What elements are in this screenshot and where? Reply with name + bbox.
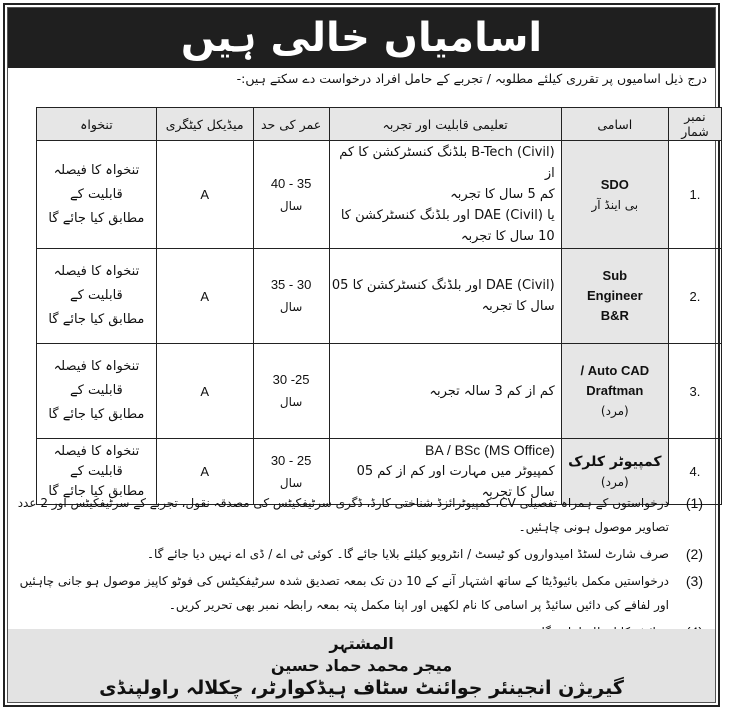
col-header-pay: تنخواہ: [37, 108, 157, 141]
cell-age: [253, 249, 329, 344]
advertiser-name: میجر محمد حماد حسین: [270, 656, 453, 675]
cell-sno: .4: [668, 439, 721, 505]
qualification-line: DAE (Civil) اور بلڈنگ کنسٹرکشن کا 05 سال کا تجربہ: [331, 278, 555, 314]
post-title: Engineer: [587, 288, 643, 303]
age-unit: سال: [279, 300, 303, 314]
age-unit: سال: [279, 198, 303, 213]
cell-post: [561, 344, 668, 439]
age-unit: سال: [279, 395, 303, 409]
page-title: اسامیاں خالی ہیں: [180, 15, 543, 61]
table-row: [37, 141, 722, 249]
pay-line: تنخواہ کا فیصلہ قابلیت کے: [53, 264, 140, 303]
col-header-post: اسامی: [561, 108, 668, 141]
col-header-age: عمر کی حد: [253, 108, 329, 141]
note-item: [16, 542, 707, 566]
note-text: درخواستوں کے ہمراہ تفصیلی CV، کمپیوٹرائزڈ شناختی کارڈ، ڈگری سرٹیفکیٹس کی مصدقہ نقول، تجربے کے سرٹیفکیٹس اور 2 عدد تصاویر موصول ہونی چاہئیں۔: [17, 496, 669, 534]
table-row: [37, 249, 722, 344]
note-text: درخواستیں مکمل بائیوڈیٹا کے ساتھ اشتہار آنے کے 10 دن تک بمعہ تصدیق شدہ سرٹیفکیٹس کی فوٹو کاپیز موصول ہو جانی چاہئیں اور لفافے کی دائیں سائیڈ پر اسامی کا نام لکھیں اور اپنا مکمل پتہ بمعہ رابطہ نمبر بھی تحریر کریں۔: [19, 574, 669, 612]
header-band: [8, 8, 715, 68]
post-title: SDO: [600, 176, 629, 192]
advertiser-office: گیریژن انجینئر جوائنٹ سٹاف ہیڈکوارٹر، چکلالہ راولپنڈی: [99, 677, 624, 699]
cell-qualification: [329, 249, 561, 344]
pay-line: تنخواہ کا فیصلہ قابلیت کے: [53, 443, 140, 479]
pay-line: مطابق کیا جائے گا: [48, 210, 145, 226]
post-title: کمپیوٹر کلرک: [568, 453, 662, 470]
cell-medical: A: [156, 141, 253, 249]
intro-text: درج ذیل اسامیوں پر تقرری کیلئے مطلوبہ / تجربے کے حامل افراد درخواست دے سکتے ہیں:-: [236, 71, 707, 86]
age-range: 25 - 30: [270, 452, 312, 468]
cell-age: [253, 141, 329, 249]
vacancies-table: [36, 107, 722, 505]
post-subtitle: بی اینڈ آر: [591, 197, 639, 212]
qualification-line: کم 5 سال کا تجربہ: [450, 187, 555, 202]
cell-sno: .2: [668, 249, 721, 344]
advertiser-label: المشتہر: [329, 634, 394, 653]
table-row: [37, 344, 722, 439]
table-header-row: [37, 108, 722, 141]
cell-pay: [37, 141, 157, 249]
post-title: Draftman: [586, 383, 644, 398]
advertiser-footer: [8, 629, 715, 702]
cell-qualification: [329, 344, 561, 439]
cell-sno: .3: [668, 344, 721, 439]
cell-post: [561, 249, 668, 344]
note-number: (1): [685, 495, 703, 511]
cell-post: [561, 141, 668, 249]
age-range: 25- 30: [272, 372, 310, 387]
advertisement-frame: [3, 3, 720, 707]
post-title: B&R: [600, 308, 629, 323]
cell-medical: A: [156, 439, 253, 505]
qualification-line: یا (Civil) DAE اور بلڈنگ کنسٹرکشن کا 10 سال کا تجربہ: [340, 208, 555, 244]
qualification-line: B-Tech (Civil) بلڈنگ کنسٹرکشن کا کم از: [339, 145, 555, 181]
post-title: Auto CAD /: [580, 363, 650, 378]
note-text: صرف شارٹ لسٹڈ امیدواروں کو ٹیسٹ / انٹرویو کیلئے بلایا جائے گا۔ کوئی ٹی اے / ڈی اے نہیں دیا جائے گا۔: [146, 547, 669, 561]
pay-line: تنخواہ کا فیصلہ قابلیت کے: [53, 359, 140, 398]
cell-age: [253, 344, 329, 439]
notes-list: [16, 491, 707, 647]
cell-pay: [37, 249, 157, 344]
pay-line: مطابق کیا جائے گا: [48, 483, 145, 499]
pay-line: مطابق کیا جائے گا: [48, 312, 145, 327]
note-item: [16, 569, 707, 617]
note-number: (3): [685, 573, 703, 589]
pay-line: مطابق کیا جائے گا: [48, 407, 145, 422]
col-header-medical: میڈیکل کیٹگری: [156, 108, 253, 141]
post-gender: (مرد): [600, 404, 629, 418]
cell-medical: A: [156, 344, 253, 439]
age-unit: سال: [279, 475, 303, 490]
col-header-qualification: تعلیمی قابلیت اور تجربہ: [329, 108, 561, 141]
cell-pay: [37, 344, 157, 439]
post-title: Sub: [602, 268, 628, 283]
note-item: [16, 491, 707, 539]
advertisement-inner-border: [7, 7, 716, 703]
age-range: 35 - 40: [270, 175, 312, 191]
qualification-line: BA / BSc (MS Office): [425, 442, 555, 458]
qualification-line: کم از کم 3 سالہ تجربہ: [429, 383, 555, 399]
cell-sno: .1: [668, 141, 721, 249]
note-number: (2): [685, 546, 703, 562]
pay-line: تنخواہ کا فیصلہ قابلیت کے: [53, 162, 140, 202]
qualification-line: کمپیوٹر میں مہارت اور کم از کم 05 سال کا تجربہ: [356, 464, 555, 500]
post-gender: (مرد): [600, 474, 629, 489]
cell-medical: A: [156, 249, 253, 344]
col-header-sno: نمبر شمار: [668, 108, 721, 141]
cell-qualification: [329, 141, 561, 249]
age-range: 30 - 35: [270, 277, 312, 292]
